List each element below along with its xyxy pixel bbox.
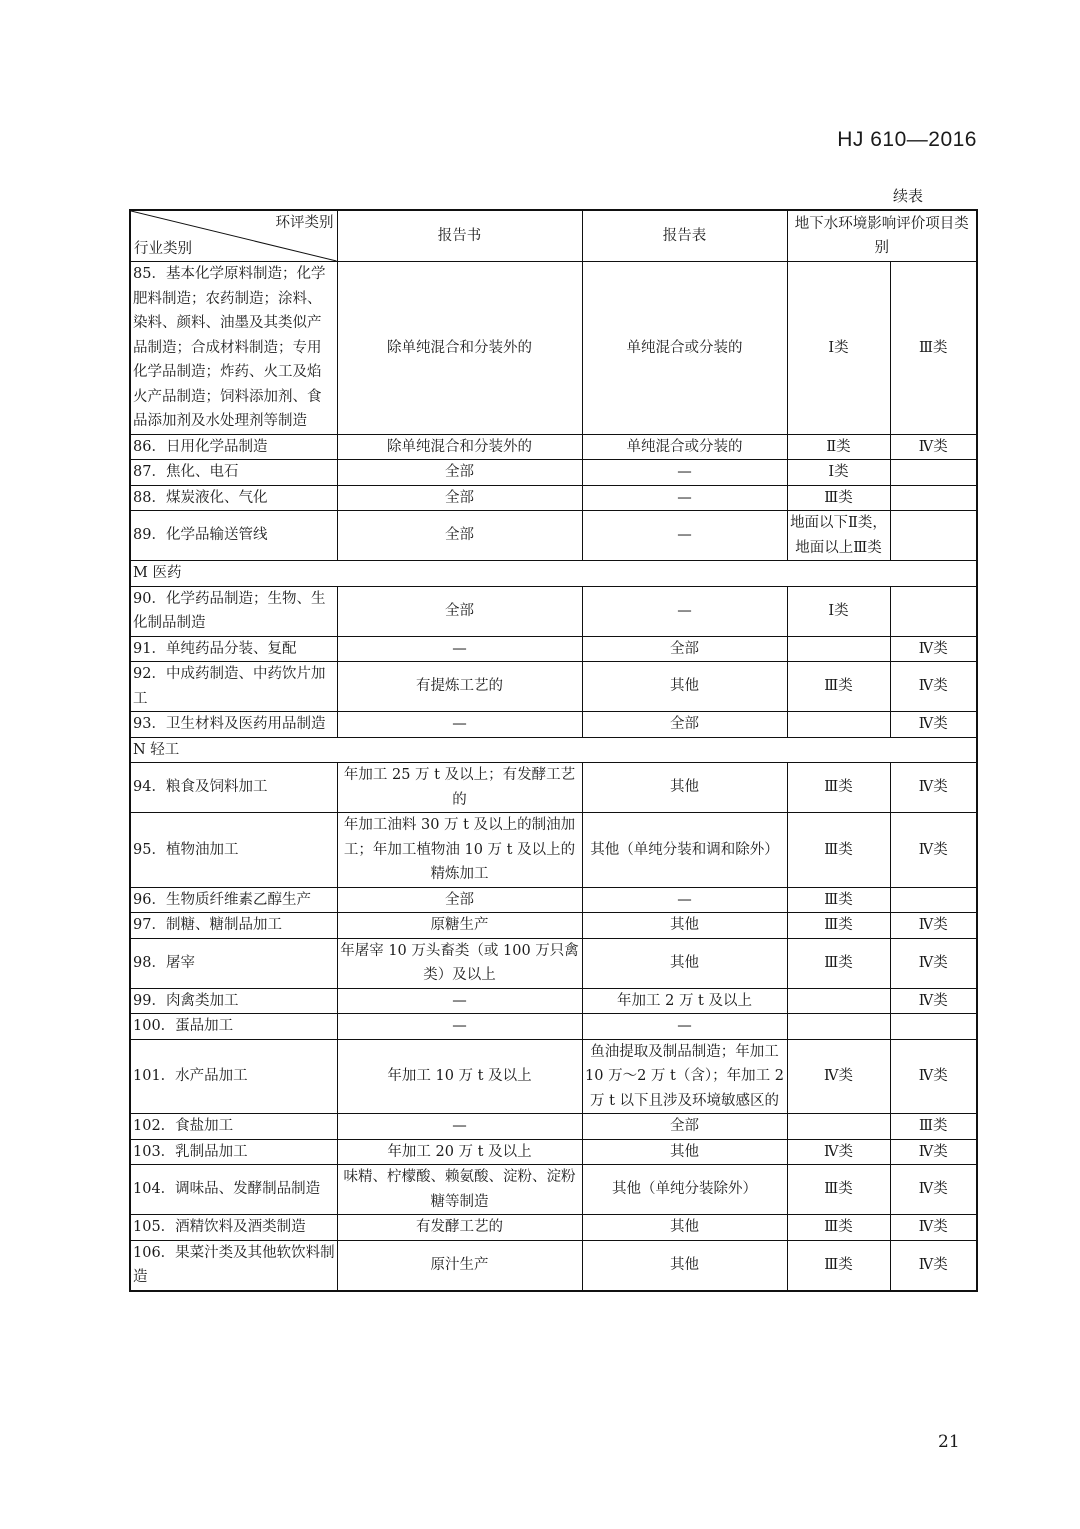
- header-industry-label: 行业类别: [134, 241, 192, 257]
- gw-category-form-cell: [890, 586, 977, 636]
- industry-cell: 93．卫生材料及医药用品制造: [130, 712, 337, 738]
- report-book-cell: 有提炼工艺的: [337, 662, 582, 712]
- report-form-cell: 其他（单纯分装和调和除外）: [582, 813, 787, 888]
- gw-category-cell: [787, 636, 890, 662]
- table-row: [130, 262, 977, 435]
- industry-cell: 88．煤炭液化、气化: [130, 485, 337, 511]
- table-row: [130, 460, 977, 486]
- industry-cell: 97．制糖、糖制品加工: [130, 913, 337, 939]
- gw-category-cell: Ⅲ类: [787, 887, 890, 913]
- report-book-cell: 年加工 10 万 t 及以上: [337, 1039, 582, 1114]
- industry-cell: 98．屠宰: [130, 938, 337, 988]
- gw-category-cell: Ⅲ类: [787, 1240, 890, 1291]
- report-book-cell: 原糖生产: [337, 913, 582, 939]
- section-light-industry: N 轻工: [130, 737, 977, 763]
- report-form-cell: —: [582, 511, 787, 561]
- report-form-cell: —: [582, 586, 787, 636]
- report-book-cell: —: [337, 712, 582, 738]
- report-form-cell: 全部: [582, 1114, 787, 1140]
- industry-cell: 99．肉禽类加工: [130, 988, 337, 1014]
- industry-cell: 104．调味品、发酵制品制造: [130, 1165, 337, 1215]
- industry-cell: 87．焦化、电石: [130, 460, 337, 486]
- table-row: [130, 1014, 977, 1040]
- gw-category-cell: 地面以下Ⅱ类，地面以上Ⅲ类: [787, 511, 890, 561]
- gw-category-cell: Ⅲ类: [787, 485, 890, 511]
- report-form-cell: 其他（单纯分装除外）: [582, 1165, 787, 1215]
- gw-category-form-cell: Ⅳ类: [890, 988, 977, 1014]
- report-form-cell: 全部: [582, 636, 787, 662]
- report-form-cell: —: [582, 485, 787, 511]
- report-book-cell: 年加工 25 万 t 及以上；有发酵工艺的: [337, 763, 582, 813]
- industry-cell: 90．化学药品制造；生物、生化制品制造: [130, 586, 337, 636]
- table-row: [130, 763, 977, 813]
- table-row: [130, 1240, 977, 1291]
- gw-category-form-cell: Ⅳ类: [890, 1240, 977, 1291]
- gw-category-cell: Ⅳ类: [787, 1139, 890, 1165]
- table-row: [130, 1039, 977, 1114]
- report-form-cell: —: [582, 460, 787, 486]
- table-row: [130, 1165, 977, 1215]
- gw-category-form-cell: [890, 460, 977, 486]
- report-form-cell: 其他: [582, 662, 787, 712]
- gw-category-form-cell: Ⅳ类: [890, 636, 977, 662]
- industry-cell: 103．乳制品加工: [130, 1139, 337, 1165]
- header-report-form: 报告表: [582, 210, 787, 262]
- report-book-cell: 有发酵工艺的: [337, 1215, 582, 1241]
- industry-cell: 85．基本化学原料制造；化学肥料制造；农药制造；涂料、染料、颜料、油墨及其类似产品制造；合成材料制造；专用化学品制造；炸药、火工及焰火产品制造；饲料添加剂、食品添加剂及水处理剂等制造: [130, 262, 337, 435]
- gw-category-form-cell: Ⅳ类: [890, 1039, 977, 1114]
- report-book-cell: 全部: [337, 887, 582, 913]
- report-book-cell: 全部: [337, 485, 582, 511]
- gw-category-form-cell: Ⅳ类: [890, 938, 977, 988]
- report-form-cell: —: [582, 1014, 787, 1040]
- industry-classification-table: [129, 209, 978, 1292]
- gw-category-form-cell: [890, 887, 977, 913]
- report-book-cell: —: [337, 1114, 582, 1140]
- header-groundwater-category: 地下水环境影响评价项目类别: [787, 210, 977, 262]
- industry-cell: 102．食盐加工: [130, 1114, 337, 1140]
- industry-cell: 96．生物质纤维素乙醇生产: [130, 887, 337, 913]
- gw-category-cell: [787, 712, 890, 738]
- gw-category-form-cell: [890, 511, 977, 561]
- industry-cell: 89．化学品输送管线: [130, 511, 337, 561]
- gw-category-cell: [787, 1114, 890, 1140]
- industry-cell: 106．果菜汁类及其他软饮料制造: [130, 1240, 337, 1291]
- section-medicine: M 医药: [130, 561, 977, 587]
- report-form-cell: 单纯混合或分装的: [582, 434, 787, 460]
- table-row: [130, 636, 977, 662]
- gw-category-cell: [787, 988, 890, 1014]
- industry-cell: 92．中成药制造、中药饮片加工: [130, 662, 337, 712]
- industry-cell: 94．粮食及饲料加工: [130, 763, 337, 813]
- table-row: [130, 938, 977, 988]
- gw-category-form-cell: [890, 1014, 977, 1040]
- table-row: [130, 434, 977, 460]
- report-form-cell: —: [582, 887, 787, 913]
- header-report-book: 报告书: [337, 210, 582, 262]
- gw-category-form-cell: Ⅳ类: [890, 763, 977, 813]
- gw-category-form-cell: Ⅳ类: [890, 662, 977, 712]
- report-form-cell: 全部: [582, 712, 787, 738]
- table-row: [130, 586, 977, 636]
- report-form-cell: 其他: [582, 1215, 787, 1241]
- table-row: [130, 1215, 977, 1241]
- industry-cell: 86．日用化学品制造: [130, 434, 337, 460]
- gw-category-form-cell: Ⅳ类: [890, 712, 977, 738]
- report-book-cell: —: [337, 988, 582, 1014]
- report-book-cell: —: [337, 636, 582, 662]
- page-number: 21: [938, 1432, 960, 1452]
- industry-cell: 91．单纯药品分装、复配: [130, 636, 337, 662]
- gw-category-form-cell: Ⅳ类: [890, 1215, 977, 1241]
- report-book-cell: 年屠宰 10 万头畜类（或 100 万只禽类）及以上: [337, 938, 582, 988]
- gw-category-form-cell: Ⅳ类: [890, 813, 977, 888]
- table-row: [130, 988, 977, 1014]
- gw-category-cell: Ⅲ类: [787, 938, 890, 988]
- report-book-cell: 全部: [337, 460, 582, 486]
- gw-category-cell: Ⅳ类: [787, 1039, 890, 1114]
- industry-cell: 95．植物油加工: [130, 813, 337, 888]
- report-form-cell: 鱼油提取及制品制造；年加工 10 万～2 万 t（含）；年加工 2 万 t 以下且涉及环境敏感区的: [582, 1039, 787, 1114]
- table-row: [130, 511, 977, 561]
- gw-category-cell: [787, 1014, 890, 1040]
- gw-category-form-cell: Ⅲ类: [890, 1114, 977, 1140]
- gw-category-cell: Ⅲ类: [787, 662, 890, 712]
- report-book-cell: 全部: [337, 511, 582, 561]
- table-header-row: [130, 210, 977, 262]
- report-book-cell: 年加工 20 万 t 及以上: [337, 1139, 582, 1165]
- report-book-cell: 全部: [337, 586, 582, 636]
- gw-category-cell: Ⅲ类: [787, 1215, 890, 1241]
- gw-category-cell: Ⅲ类: [787, 913, 890, 939]
- report-form-cell: 其他: [582, 913, 787, 939]
- document-code: HJ 610—2016: [837, 128, 977, 151]
- table-row: [130, 887, 977, 913]
- table-row: [130, 1114, 977, 1140]
- report-form-cell: 单纯混合或分装的: [582, 262, 787, 435]
- report-form-cell: 其他: [582, 1139, 787, 1165]
- header-category-label: 环评类别: [275, 215, 334, 231]
- industry-cell: 100．蛋品加工: [130, 1014, 337, 1040]
- gw-category-form-cell: [890, 485, 977, 511]
- table-row: [130, 662, 977, 712]
- table-row: [130, 712, 977, 738]
- gw-category-cell: Ⅰ类: [787, 586, 890, 636]
- report-book-cell: 除单纯混合和分装外的: [337, 434, 582, 460]
- section-row: [130, 737, 977, 763]
- industry-cell: 105．酒精饮料及酒类制造: [130, 1215, 337, 1241]
- report-book-cell: 年加工油料 30 万 t 及以上的制油加工；年加工植物油 10 万 t 及以上的精炼加工: [337, 813, 582, 888]
- report-book-cell: —: [337, 1014, 582, 1040]
- report-book-cell: 味精、柠檬酸、赖氨酸、淀粉、淀粉糖等制造: [337, 1165, 582, 1215]
- report-form-cell: 其他: [582, 763, 787, 813]
- table-row: [130, 813, 977, 888]
- gw-category-cell: Ⅰ类: [787, 460, 890, 486]
- report-form-cell: 年加工 2 万 t 及以上: [582, 988, 787, 1014]
- report-book-cell: 除单纯混合和分装外的: [337, 262, 582, 435]
- gw-category-form-cell: Ⅳ类: [890, 1139, 977, 1165]
- header-corner-cell: [130, 210, 337, 262]
- gw-category-form-cell: Ⅳ类: [890, 913, 977, 939]
- industry-cell: 101．水产品加工: [130, 1039, 337, 1114]
- continued-label: 续表: [893, 187, 924, 205]
- table-row: [130, 1139, 977, 1165]
- gw-category-cell: Ⅲ类: [787, 763, 890, 813]
- section-row: [130, 561, 977, 587]
- gw-category-form-cell: Ⅲ类: [890, 262, 977, 435]
- report-book-cell: 原汁生产: [337, 1240, 582, 1291]
- report-form-cell: 其他: [582, 1240, 787, 1291]
- gw-category-form-cell: Ⅳ类: [890, 434, 977, 460]
- report-form-cell: 其他: [582, 938, 787, 988]
- table-row: [130, 485, 977, 511]
- gw-category-cell: Ⅰ类: [787, 262, 890, 435]
- table-row: [130, 913, 977, 939]
- gw-category-cell: Ⅱ类: [787, 434, 890, 460]
- gw-category-form-cell: Ⅳ类: [890, 1165, 977, 1215]
- gw-category-cell: Ⅲ类: [787, 813, 890, 888]
- gw-category-cell: Ⅲ类: [787, 1165, 890, 1215]
